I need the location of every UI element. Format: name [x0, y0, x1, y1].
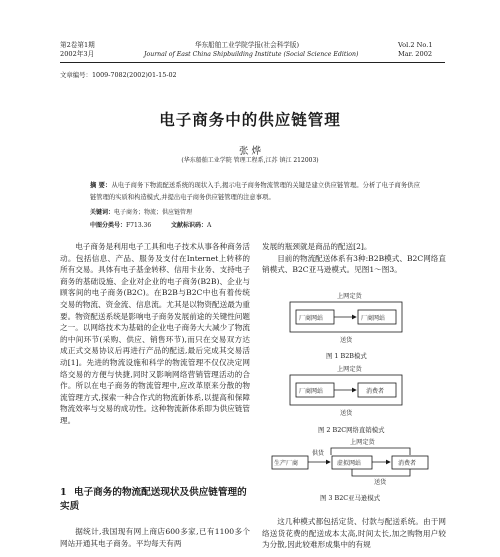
header-month: Mar. 2002 [398, 50, 433, 58]
fig1-left-box-label: 厂商网站 [299, 315, 324, 322]
doc-code-label: 文献标识码： [171, 222, 208, 229]
section-1-paragraph: 据统计,我国现有网上商店600多家,已有1100多个网站开通其电子商务。平均每天有两 [60, 527, 250, 548]
fig2-right-box-label: 消费者 [366, 388, 385, 395]
affiliation: (华东船舶工业学院 管理工程系,江苏 镇江 212003) [181, 157, 319, 164]
doc-code-value: A [207, 222, 212, 229]
clc-value: F713.36 [126, 222, 152, 229]
model-summary-paragraph: 这几种模式都包括定货、付款与配送系统。由于网络送货花费的配送成本太高,时间太长,加之购物用户较为分散,因此较难形成集中的有规 [262, 517, 446, 550]
fig2-left-box-label: 厂商网站 [299, 388, 324, 395]
fig3-bottom-connector [352, 469, 410, 476]
fig3-supply-label: 供货 [312, 450, 325, 457]
fig1-caption: 图 1 B2B模式 [326, 352, 367, 360]
fig3-top-connector [331, 448, 410, 455]
fig3-right-box-label: 消费者 [398, 460, 417, 467]
intro-text [60, 241, 250, 427]
continued-text: 发展的瓶颈就是商品的配送[2]。 [262, 242, 372, 251]
keywords-text: 电子商务；物流；供应链管理 [114, 209, 193, 216]
fig3-top-label: 上网定货 [350, 439, 375, 446]
fig3-caption: 图 3 B2C亚马逊模式 [320, 494, 381, 502]
abstract-label: 摘 要： [90, 182, 112, 189]
fig2-top-label: 上网定货 [337, 366, 362, 373]
header-rule [60, 62, 445, 63]
article-number: 文章编号：1009-7082(2002)01-15-02 [60, 71, 177, 79]
figure-3-diagram [272, 438, 428, 502]
intro-paragraph: 电子商务是利用电子工具和电子技术从事各种商务活动。包括信息、产品、服务及支付在Internet上转移的所有交易。具体有电子基金转移、信用卡业务、支持电子商务的基础设施、企业对企业的电子商务(B2B)、企业与顾客间的电子商务(B2C)。在B2B与B2C中也有着传统交易的物流、资金流、信息流。尤其是以物资配送最为重要。物资配送系统是影响电子商务发展前途的关键性问题之一。以网络技术为基础的企业电子商务大大减少了物流的中间环节(采购、供应、销售环节),而只在交易双方达成正式交易协议后再进行产品的配送,最后完成其交易活动[1]。先进的物流设施和科学的物流管理不仅仅决定网络交易的方便与快捷,同时又影响网络营销管理活动的合作。所以在电子商务的物流管理中,应改革原来分散的物流管理方式,探索一种合作式的物流新体系,以提高和保障物流效率与交易的成功性。这种物流新体系即为供应链管理。 [60, 242, 250, 425]
fig3-bottom-label: 送货 [374, 479, 387, 486]
section-1-title: 电子商务的物流配送现状及供应链管理的实质 [60, 487, 247, 512]
clc-label: 中图分类号： [90, 222, 127, 229]
fig1-top-label: 上网定货 [337, 293, 362, 300]
journal-name-en: Journal of East China Shipbuilding Institute (Social Science Edition) [144, 51, 359, 58]
classification [90, 221, 211, 230]
section-1-heading [60, 486, 250, 514]
abstract-text: 从电子商务下物流配送系统的现状入手,揭示电子商务物流管理的关键是建立供应链管理。分析了电子商务供应链管理的实质和构造模式,并提出电子商务供应链管理的注意事项。 [90, 182, 420, 201]
fig1-right-box-label: 厂商网站 [361, 315, 386, 322]
fig3-center-box-label: 虚拟网站 [337, 460, 362, 467]
section-1-text [60, 526, 250, 549]
header-volume: Vol.2 No.1 [398, 41, 433, 49]
page-title: 电子商务中的供应链管理 [159, 110, 341, 129]
fig3-left-box-label: 生产厂商 [274, 460, 299, 467]
figures-area [262, 284, 446, 504]
keywords-label: 关键词： [90, 209, 115, 216]
section-1-number: 1 [60, 487, 67, 498]
right-column-bottom [262, 516, 446, 551]
fig2-caption: 图 2 B2C网络直销模式 [318, 426, 385, 434]
journal-name-cn: 华东船舶工业学院学报(社会科学版) [195, 41, 300, 49]
right-column-top [262, 241, 446, 276]
abstract [90, 180, 420, 204]
header-date: 2002年3月 [60, 50, 95, 58]
figure-1-diagram [290, 292, 402, 360]
figure-2-diagram [290, 365, 402, 434]
author: 张 烨 [238, 146, 262, 157]
keywords [90, 208, 192, 217]
model-intro-paragraph: 目前的物流配送体系有3种:B2B模式、B2C网络直销模式、B2C亚马逊模式。见图1～图3。 [262, 253, 446, 275]
fig2-bottom-label: 送货 [340, 410, 353, 417]
header-issue: 第2卷第1期 [60, 41, 95, 49]
fig1-bottom-label: 送货 [340, 337, 353, 344]
